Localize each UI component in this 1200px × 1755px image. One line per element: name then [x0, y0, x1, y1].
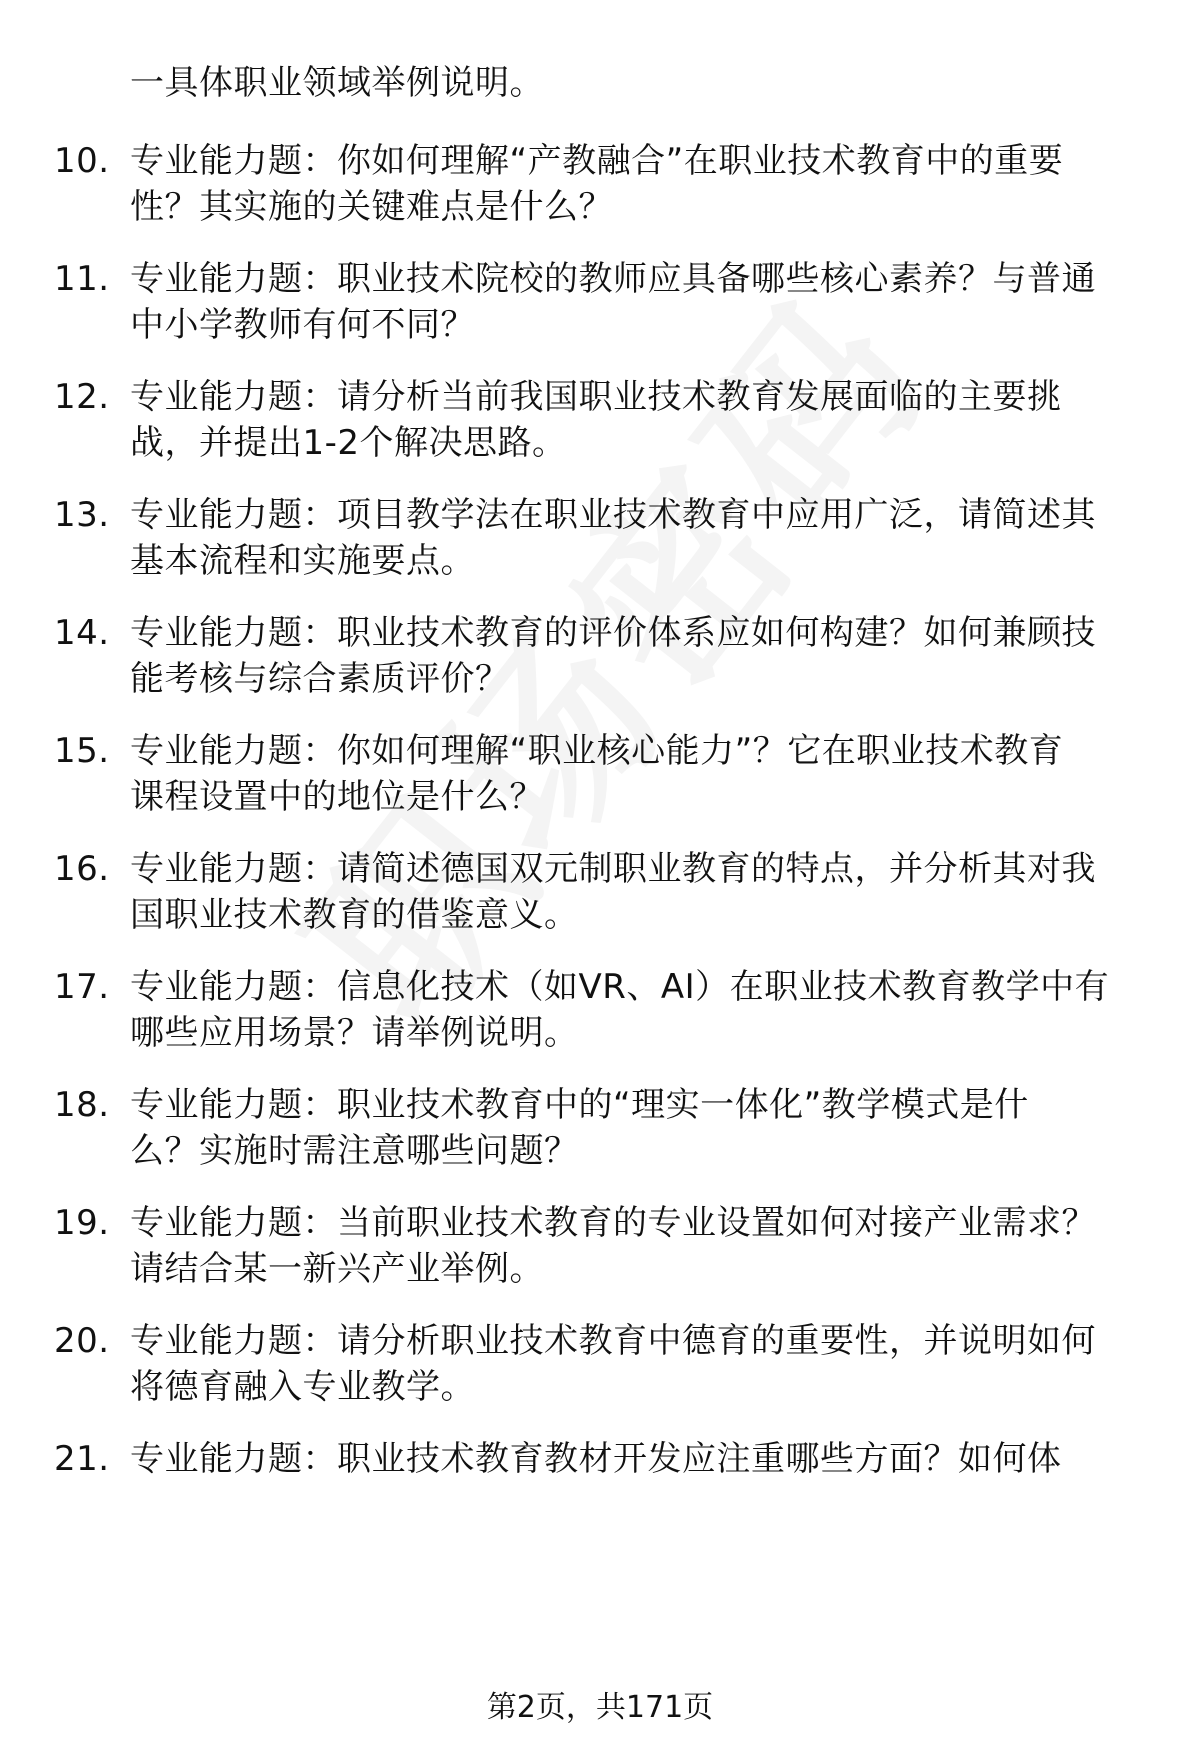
question-number: 14.	[54, 613, 110, 653]
question-number: 19.	[54, 1203, 110, 1243]
continuation-line: 一具体职业领域举例说明。	[130, 63, 544, 103]
question-line: 基本流程和实施要点。	[130, 541, 475, 581]
question-line: 专业能力题：项目教学法在职业技术教育中应用广泛，请简述其	[130, 495, 1096, 535]
question-number: 15.	[54, 731, 110, 771]
question-number: 12.	[54, 377, 110, 417]
question-number: 21.	[54, 1439, 110, 1479]
question-item	[54, 374, 1140, 466]
question-number: 17.	[54, 967, 110, 1007]
question-item	[54, 1082, 1140, 1174]
question-item	[54, 256, 1140, 348]
question-line: 中小学教师有何不同？	[130, 305, 475, 345]
question-line: 专业能力题：职业技术教育教材开发应注重哪些方面？如何体	[130, 1439, 1062, 1479]
question-line: 请结合某一新兴产业举例。	[130, 1249, 544, 1289]
question-line: 专业能力题：请分析职业技术教育中德育的重要性，并说明如何	[130, 1321, 1096, 1361]
question-item	[54, 1200, 1140, 1292]
question-number: 20.	[54, 1321, 110, 1361]
question-item	[54, 138, 1140, 230]
question-number: 16.	[54, 849, 110, 889]
question-line: 专业能力题：你如何理解“产教融合”在职业技术教育中的重要	[130, 141, 1064, 181]
question-item	[54, 964, 1140, 1056]
question-item	[54, 846, 1140, 938]
question-item	[54, 1436, 1140, 1482]
question-number: 10.	[54, 141, 110, 181]
question-line: 战，并提出1-2个解决思路。	[130, 423, 567, 463]
question-line: 专业能力题：请简述德国双元制职业教育的特点，并分析其对我	[130, 849, 1096, 889]
question-number: 13.	[54, 495, 110, 535]
question-line: 专业能力题：信息化技术（如VR、AI）在职业技术教育教学中有	[130, 967, 1110, 1007]
question-line: 专业能力题：职业技术教育中的“理实一体化”教学模式是什	[130, 1085, 1029, 1125]
question-line: 哪些应用场景？请举例说明。	[130, 1013, 579, 1053]
question-line: 专业能力题：请分析当前我国职业技术教育发展面临的主要挑	[130, 377, 1062, 417]
question-line: 专业能力题：职业技术院校的教师应具备哪些核心素养？与普通	[130, 259, 1096, 299]
question-line: 专业能力题：当前职业技术教育的专业设置如何对接产业需求？	[130, 1203, 1096, 1243]
page-footer: 第2页，共171页	[486, 1690, 714, 1725]
question-number: 18.	[54, 1085, 110, 1125]
question-line: 能考核与综合素质评价？	[130, 659, 510, 699]
question-line: 么？实施时需注意哪些问题？	[130, 1131, 579, 1171]
question-item	[54, 610, 1140, 702]
question-item	[54, 492, 1140, 584]
question-line: 国职业技术教育的借鉴意义。	[130, 895, 579, 935]
question-line: 专业能力题：你如何理解“职业核心能力”？它在职业技术教育	[130, 731, 1064, 771]
question-number: 11.	[54, 259, 110, 299]
question-line: 专业能力题：职业技术教育的评价体系应如何构建？如何兼顾技	[130, 613, 1096, 653]
question-item	[54, 1318, 1140, 1410]
question-line: 性？其实施的关键难点是什么？	[130, 187, 613, 227]
question-item	[54, 728, 1140, 820]
question-line: 课程设置中的地位是什么？	[130, 777, 544, 817]
question-line: 将德育融入专业教学。	[130, 1367, 475, 1407]
continuation-text	[130, 60, 1140, 106]
